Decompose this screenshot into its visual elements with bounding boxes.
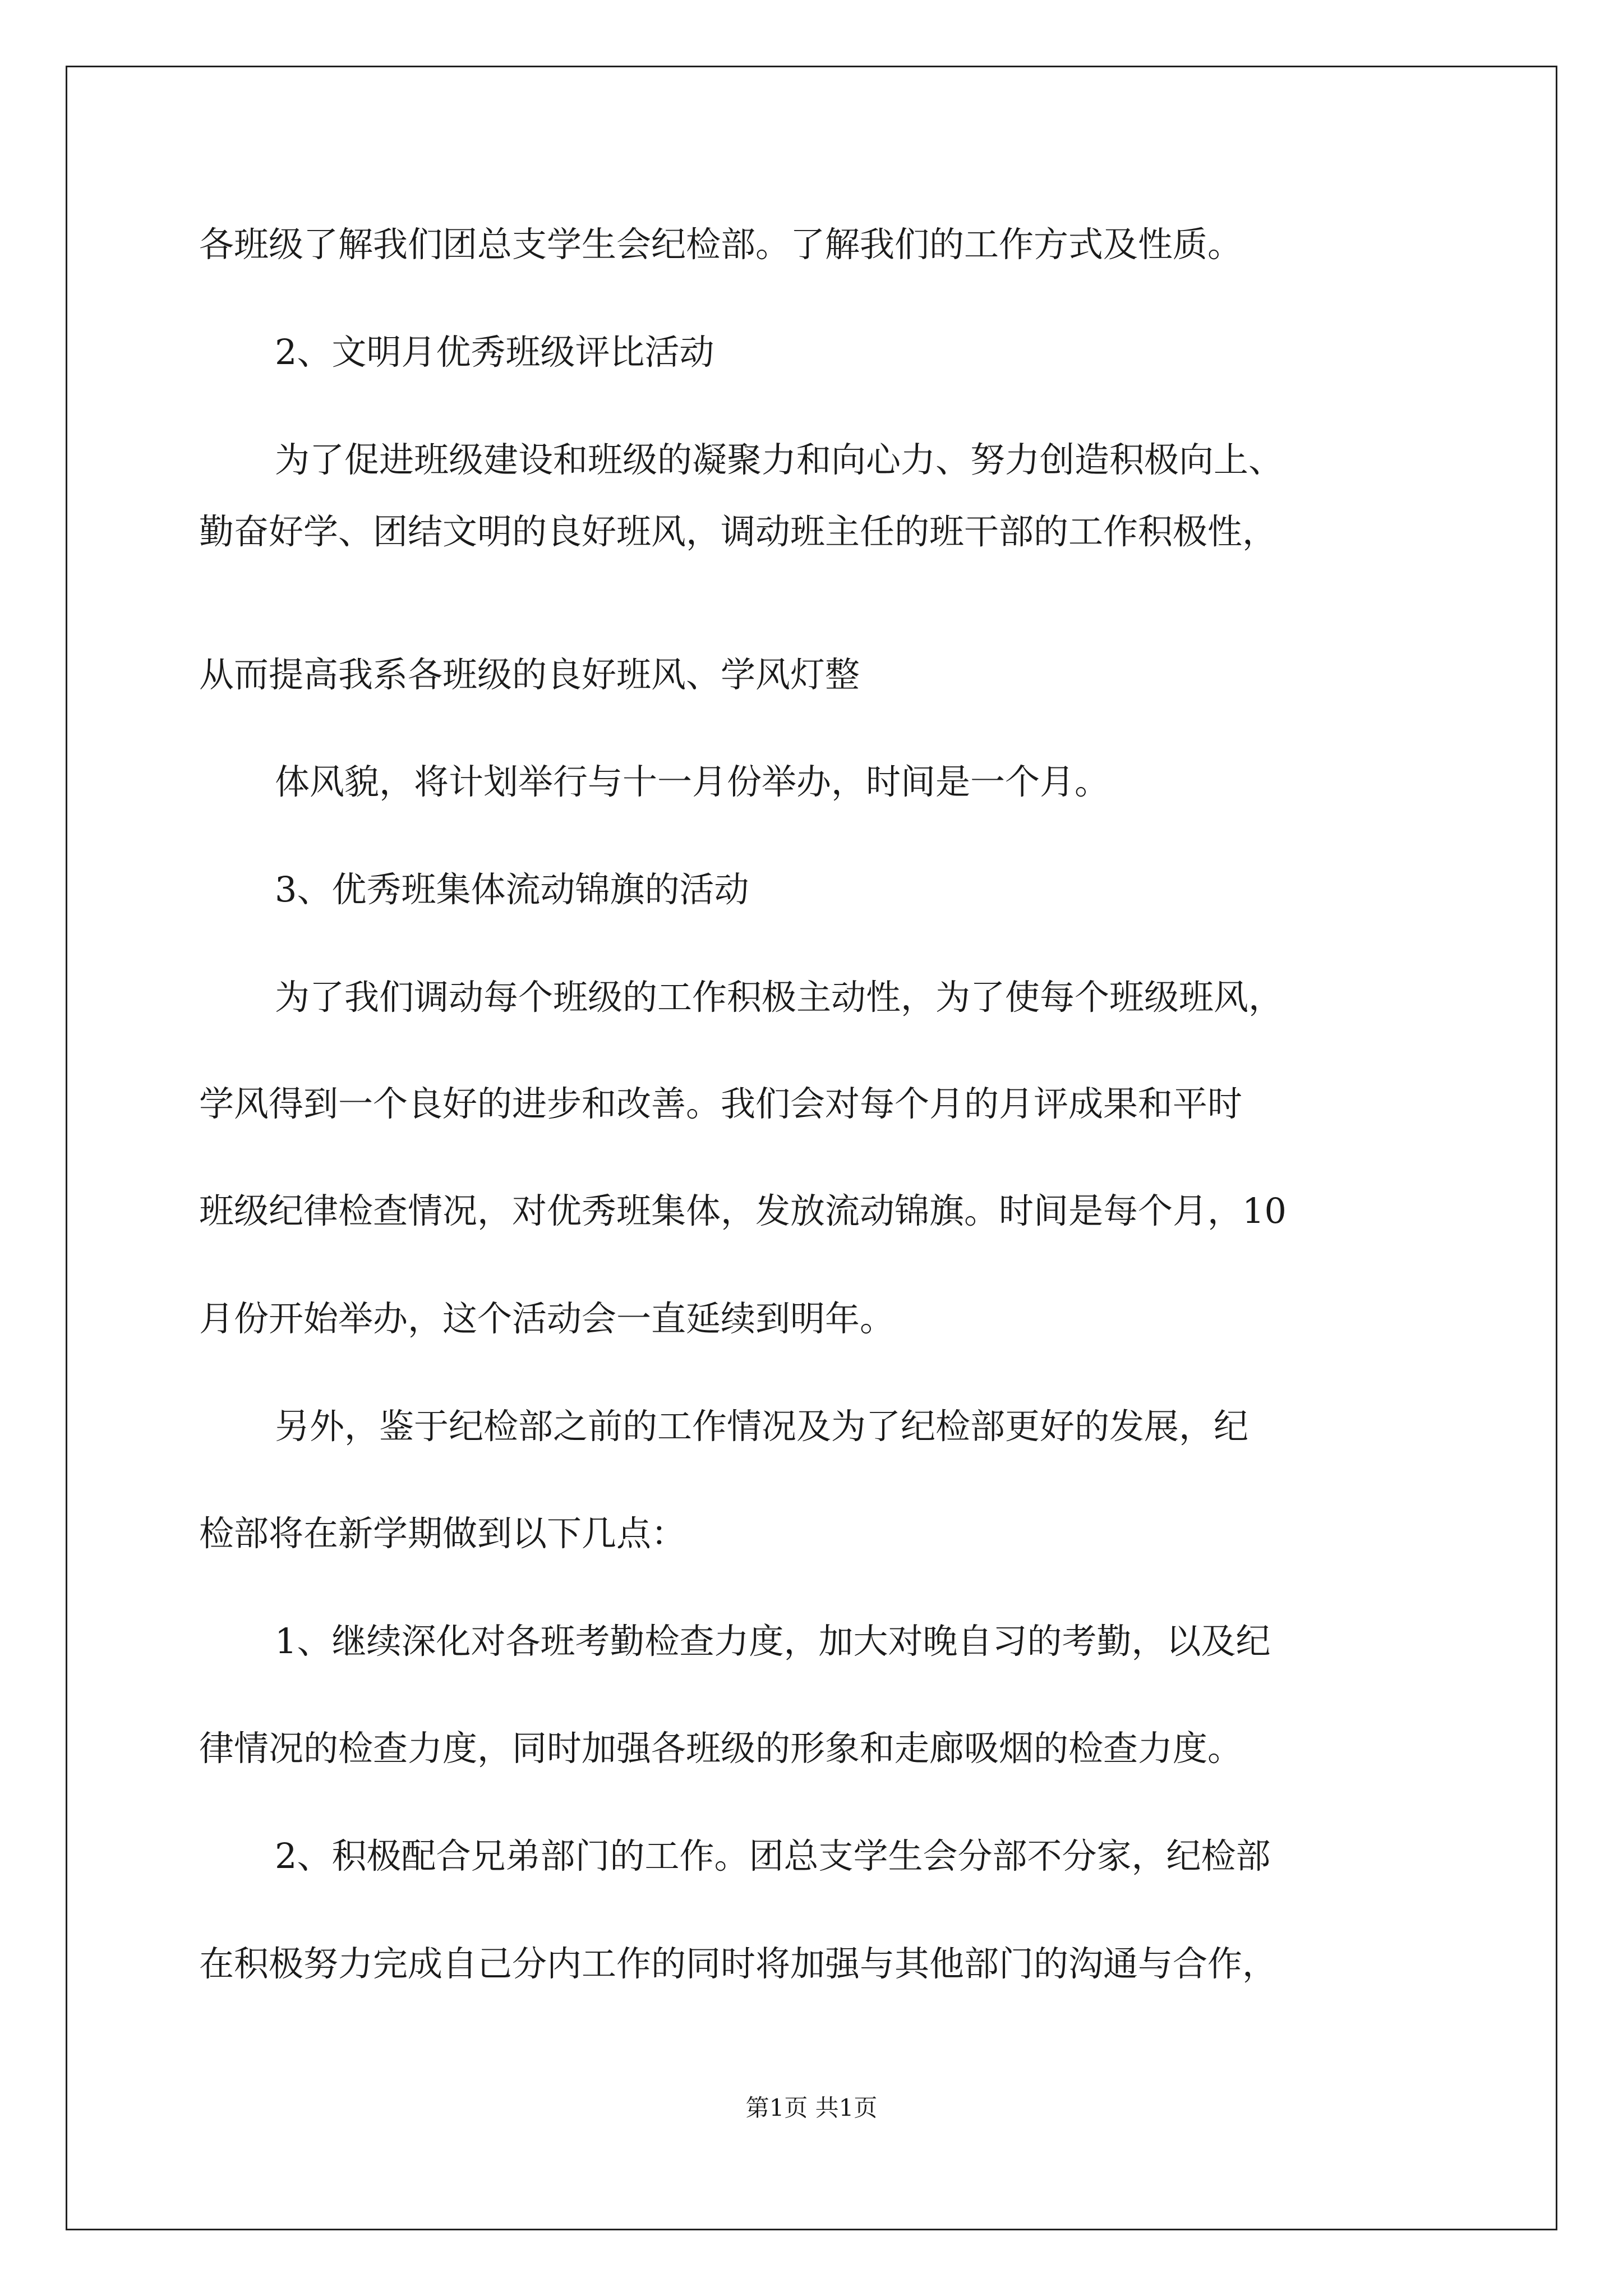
text-line: 1、继续深化对各班考勤检查力度，加大对晚自习的考勤，以及纪	[275, 1621, 1271, 1662]
text-line: 为了促进班级建设和班级的凝聚力和向心力、努力创造积极向上、	[275, 439, 1284, 480]
text-line: 各班级了解我们团总支学生会纪检部。了解我们的工作方式及性质。	[199, 224, 1243, 265]
page-footer: 第1页 共1页	[745, 2094, 878, 2122]
text-line: 在积极努力完成自己分内工作的同时将加强与其他部门的沟通与合作，	[199, 1943, 1278, 1984]
text-line: 月份开始举办，这个活动会一直延续到明年。	[199, 1298, 895, 1339]
text-line: 从而提高我系各班级的良好班风、学风灯整	[199, 654, 860, 695]
text-line: 班级纪律检查情况，对优秀班集体，发放流动锦旗。时间是每个月，10	[199, 1190, 1287, 1231]
text-line: 体风貌，将计划举行与十一月份举办，时间是一个月。	[275, 761, 1110, 802]
text-line: 勤奋好学、团结文明的良好班风，调动班主任的班干部的工作积极性，	[199, 511, 1278, 552]
text-line: 为了我们调动每个班级的工作积极主动性，为了使每个班级班风，	[275, 977, 1284, 1018]
text-line: 学风得到一个良好的进步和改善。我们会对每个月的月评成果和平时	[199, 1083, 1243, 1124]
text-line: 检部将在新学期做到以下几点：	[199, 1513, 686, 1554]
list-heading: 3、优秀班集体流动锦旗的活动	[275, 869, 749, 910]
page-border	[66, 66, 1557, 2230]
list-heading: 2、文明月优秀班级评比活动	[275, 332, 714, 372]
text-line: 另外，鉴于纪检部之前的工作情况及为了纪检部更好的发展，纪	[275, 1406, 1249, 1447]
text-line: 律情况的检查力度，同时加强各班级的形象和走廊吸烟的检查力度。	[199, 1728, 1243, 1769]
text-line: 2、积极配合兄弟部门的工作。团总支学生会分部不分家，纪检部	[275, 1835, 1271, 1876]
